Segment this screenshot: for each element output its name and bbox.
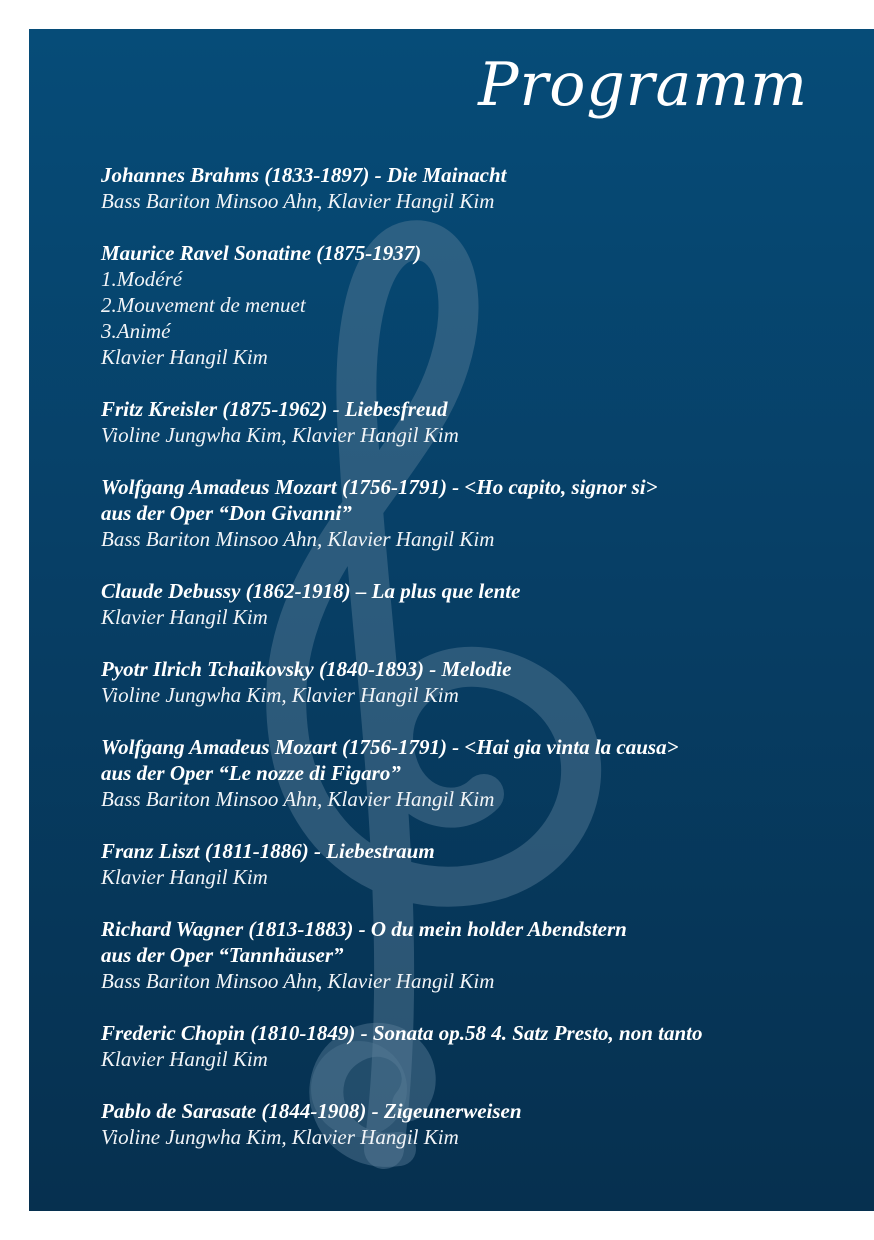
program-list [101,162,861,1176]
performer-line: Bass Bariton Minsoo Ahn, Klavier Hangil Kim [101,527,495,551]
performer-line: Violine Jungwha Kim, Klavier Hangil Kim [101,683,459,707]
program-item [101,838,861,890]
piece-title: Fritz Kreisler (1875-1962) - Liebesfreud [101,397,448,421]
program-item [101,656,861,708]
performer-line: Klavier Hangil Kim [101,345,268,369]
piece-title: aus der Oper “Tannhäuser” [101,943,344,967]
program-item [101,162,861,214]
performer-line: Bass Bariton Minsoo Ahn, Klavier Hangil Kim [101,189,495,213]
performer-line: Bass Bariton Minsoo Ahn, Klavier Hangil Kim [101,787,495,811]
piece-title: Maurice Ravel Sonatine (1875-1937) [101,241,422,265]
piece-title: aus der Oper “Le nozze di Figaro” [101,761,401,785]
piece-title: Franz Liszt (1811-1886) - Liebestraum [101,839,435,863]
program-item [101,578,861,630]
piece-title: Johannes Brahms (1833-1897) - Die Mainacht [101,163,507,187]
performer-line: 3.Animé [101,319,171,343]
piece-title: Richard Wagner (1813-1883) - O du mein holder Abendstern [101,917,627,941]
page-title: Programm [478,50,808,120]
program-item [101,1098,861,1150]
piece-title: Pyotr Ilrich Tchaikovsky (1840-1893) - Melodie [101,657,512,681]
piece-title: Frederic Chopin (1810-1849) - Sonata op.58 4. Satz Presto, non tanto [101,1021,703,1045]
program-item [101,240,861,370]
performer-line: Klavier Hangil Kim [101,605,268,629]
performer-line: Violine Jungwha Kim, Klavier Hangil Kim [101,1125,459,1149]
program-item [101,1020,861,1072]
piece-title: Pablo de Sarasate (1844-1908) - Zigeunerweisen [101,1099,522,1123]
performer-line: Violine Jungwha Kim, Klavier Hangil Kim [101,423,459,447]
program-item [101,396,861,448]
program-item [101,474,861,552]
performer-line: 1.Modéré [101,267,183,291]
piece-title: Wolfgang Amadeus Mozart (1756-1791) - <Hai gia vinta la causa> [101,735,679,759]
program-panel [29,29,874,1211]
performer-line: Bass Bariton Minsoo Ahn, Klavier Hangil Kim [101,969,495,993]
program-item [101,734,861,812]
piece-title: Claude Debussy (1862-1918) – La plus que lente [101,579,521,603]
performer-line: Klavier Hangil Kim [101,865,268,889]
piece-title: Wolfgang Amadeus Mozart (1756-1791) - <Ho capito, signor si> [101,475,658,499]
piece-title: aus der Oper “Don Givanni” [101,501,352,525]
program-item [101,916,861,994]
performer-line: 2.Mouvement de menuet [101,293,306,317]
performer-line: Klavier Hangil Kim [101,1047,268,1071]
